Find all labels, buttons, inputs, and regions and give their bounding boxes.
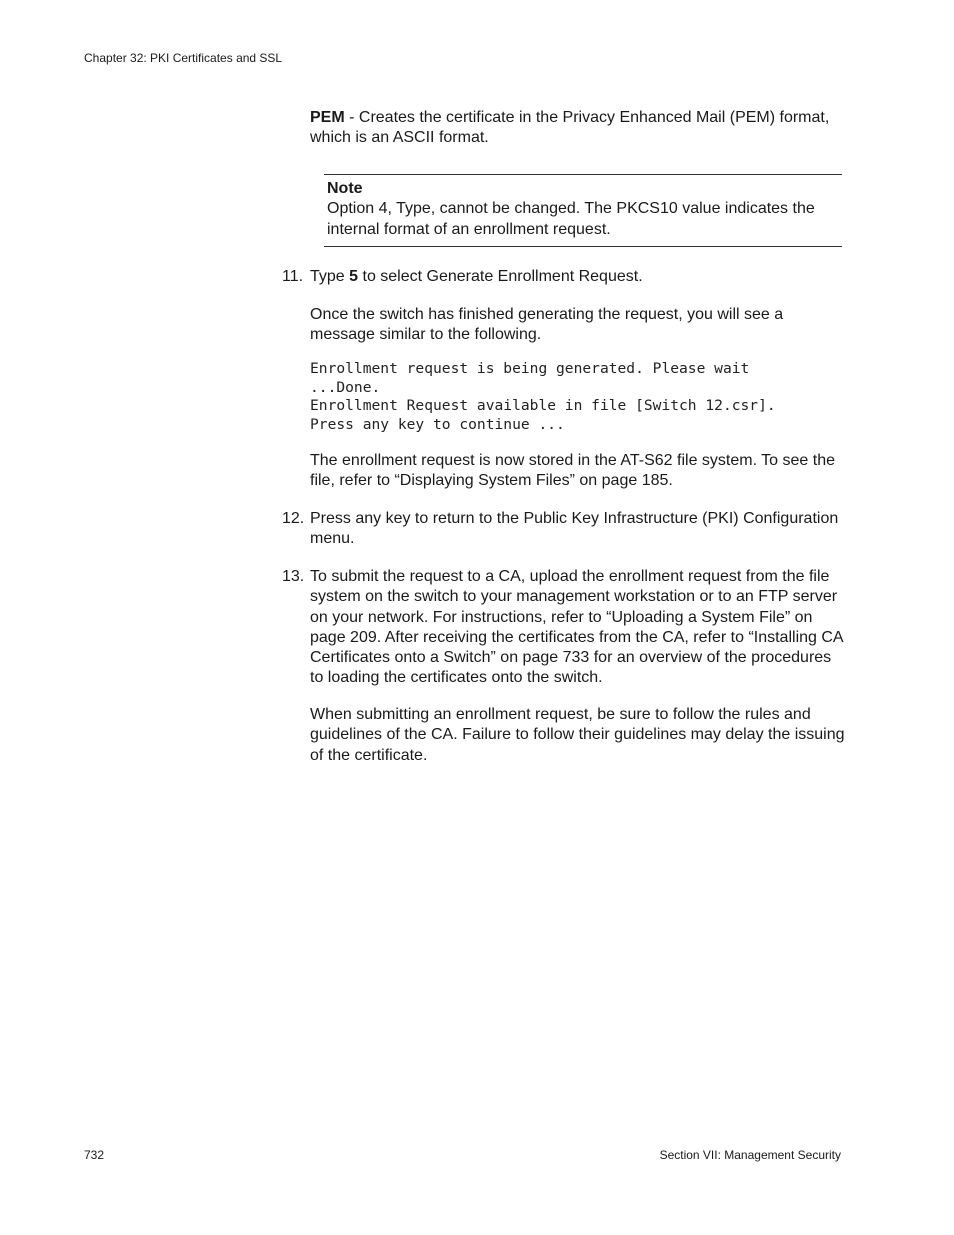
note-text: Option 4, Type, cannot be changed. The PKCS10 value indicates the internal format of an enrollment request. [327, 200, 815, 238]
step-11-text [310, 267, 845, 287]
step-13-para2: When submitting an enrollment request, be sure to follow the rules and guidelines of the CA. Failure to follow their guidelines may delay the issuing of the certificate. [310, 706, 845, 764]
code-line: Enrollment request is being generated. Please wait [310, 360, 750, 377]
step-11-para2: Once the switch has finished generating the request, you will see a message similar to the following. [310, 306, 784, 344]
step-11-post: to select Generate Enrollment Request. [358, 268, 643, 285]
pem-description [310, 108, 845, 149]
pem-text: - Creates the certificate in the Privacy Enhanced Mail (PEM) format, which is an ASCII format. [310, 109, 830, 147]
step-12-number: 12. [282, 510, 305, 527]
step-11-key: 5 [349, 268, 359, 285]
running-header: Chapter 32: PKI Certificates and SSL [84, 51, 283, 65]
step-13-text: To submit the request to a CA, upload the enrollment request from the file system on the switch to your management workstation or to an FTP server on your network. For instructions, refer to “Uploading a System File” on page 209. After receiving the certificates from the CA, refer to “Installing CA Certificates onto a Switch” on page 733 for an overview of the procedures to loading the certificates onto the switch. [310, 568, 843, 687]
code-line: Enrollment Request available in file [Switch 12.csr]. [310, 397, 776, 415]
step-11-pre: Type [310, 268, 350, 285]
pem-term: PEM [310, 109, 345, 126]
console-output [310, 360, 776, 435]
step-11-para3: The enrollment request is now stored in the AT-S62 file system. To see the file, refer to “Displaying System Files” on page 185. [310, 452, 836, 490]
step-12-text: Press any key to return to the Public Key Infrastructure (PKI) Configuration menu. [310, 510, 839, 548]
note-box [324, 174, 842, 247]
step-13-number: 13. [282, 568, 305, 585]
step-11-number: 11. [282, 268, 304, 285]
code-line: ...Done. [310, 378, 381, 396]
page-number: 732 [84, 1148, 105, 1162]
note-title: Note [327, 180, 363, 197]
section-footer: Section VII: Management Security [659, 1148, 841, 1162]
code-line: Press any key to continue ... [310, 416, 565, 434]
